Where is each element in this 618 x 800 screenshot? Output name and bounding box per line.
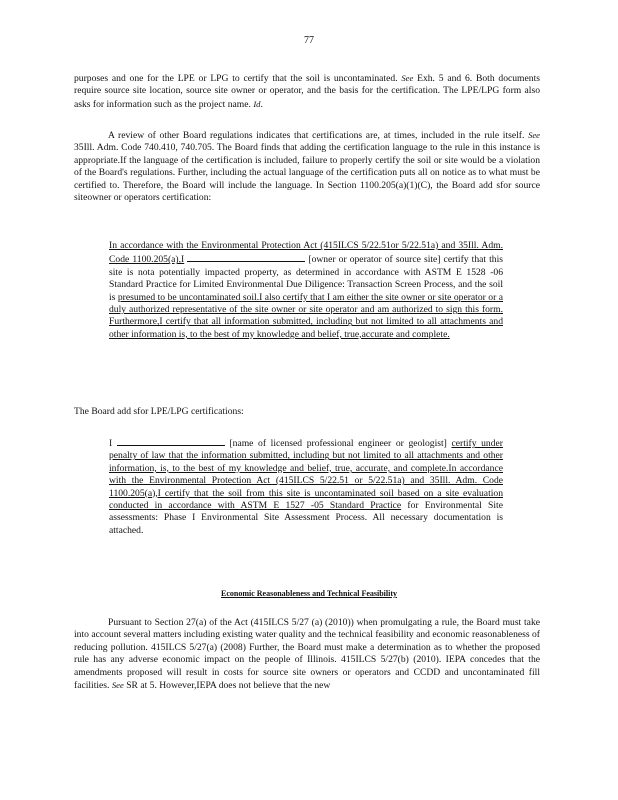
certification-text: [name of licensed professional engineer or geologist] (229, 438, 447, 449)
certification-text: certify under penalty of law that the information submitted, including but not limited to all attachments and other information, is, to the best of my knowledge and belief, true, accurate, and complete.In accordance with the Environmental Protection Act (415ILCS 5/22.51 or 5/22.51a) and 35Ill. Adm. Code 1100.205(a),I certify that the soil from this site is uncontaminated soil based on a site evaluation conducted in accordance with ASTM E 1527 -05 Standard Practice (109, 438, 503, 512)
paragraph-lpe-lpg-intro: The Board add sfor LPE/LPG certifications: (74, 406, 244, 417)
text-run: purposes and one for the LPE or LPG to certify that the soil is uncontaminated. (74, 73, 398, 84)
section-heading: Economic Reasonableness and Technical Feasibility (220, 589, 398, 598)
certification-text: for Environmental Site assessments: Phase I Environmental Site Assessment Process. All necessary documentation is attached. (109, 500, 503, 536)
signature-blank (187, 252, 305, 262)
paragraph-economic-reasonableness (74, 617, 540, 692)
lpe-lpg-certification (109, 436, 503, 537)
certification-text: presumed to be uncontaminated soil.I also certify that I am either the site owner or site operator or a duly authorized representative of the site owner or site operator and am authorized to sign this form. Furthermore,I certify that all information submitted, including but not limited to all attachments and other information is, to the best of my knowledge and belief, true,accurate and complete. (109, 291, 503, 340)
citation-signal: See (111, 680, 124, 691)
citation-signal: See (401, 73, 414, 83)
certification-text: [owner or operator of source site] certify that this site is nota potentially impacted property, as determined in accordance with ASTM E 1528 -06 Standard Practice for Limited Environmental Due Diligence: Transaction Screen Process, and the soil is (109, 254, 504, 303)
citation-signal: Id (253, 98, 261, 109)
certification-text: In accordance with the Environmental Protection Act (415ILCS 5/22.51or 5/22.51a) and 35Ill. Adm. Code 1100.205(a),I (109, 240, 503, 266)
paragraph-certification-forms: purposes and one for the LPE or LPG to certify that the soil is uncontaminated. See Exh. 5 and 6. Both documents require source site location, source site owner or operator, and the basis for the certification. The LPE/LPG form also asks for information such as the project name. Id. (74, 73, 540, 110)
text-run: A review of other Board regulations indicates that certifications are, at times, included in the rule itself. (108, 130, 525, 141)
text-run: Pursuant to Section 27(a) of the Act (415ILCS 5/27 (a) (2010)) when promulgating a rule, the Board must take into account several matters including existing water quality and the technical feasibility and economic reasonableness of reducing pollution. 415ILCS 5/27(a) (2008) Further, the Board must make a determination as to whether the proposed rule has any adverse economic impact on the people of Illinois. 415ILCS 5/27(b) (2010). IEPA concedes that the amendments proposed will result in costs for source site owners or operators and CCDD and uncontaminated fill facilities. (74, 617, 540, 692)
page-number: 77 (304, 35, 314, 46)
citation-signal: See (528, 130, 540, 140)
owner-operator-certification (109, 240, 503, 341)
paragraph-board-review (74, 129, 540, 204)
text-run: 35Ill. Adm. Code 740.410, 740.705. The Board finds that adding the certification language to the rule in this instance is appropriate.If the language of the certification is included, failure to properly certify the soil or site would be a violation of the Board's regulations. Further, including the actual language of the certification puts all on notice as to what must be certified to. Therefore, the Board will include the language. In Section 1100.205(a)(1)(C), the Board add sfor source siteowner or operators certification: (74, 142, 540, 204)
signature-blank (117, 436, 225, 446)
text-run: SR at 5. However,IEPA does not believe that the new (126, 680, 331, 692)
text-run: Exh. 5 and 6. Both documents require source site location, source site owner or operator, and the basis for the certification. The LPE/LPG form also asks for information such as the project name. (74, 73, 540, 110)
certification-text: I (109, 438, 113, 449)
